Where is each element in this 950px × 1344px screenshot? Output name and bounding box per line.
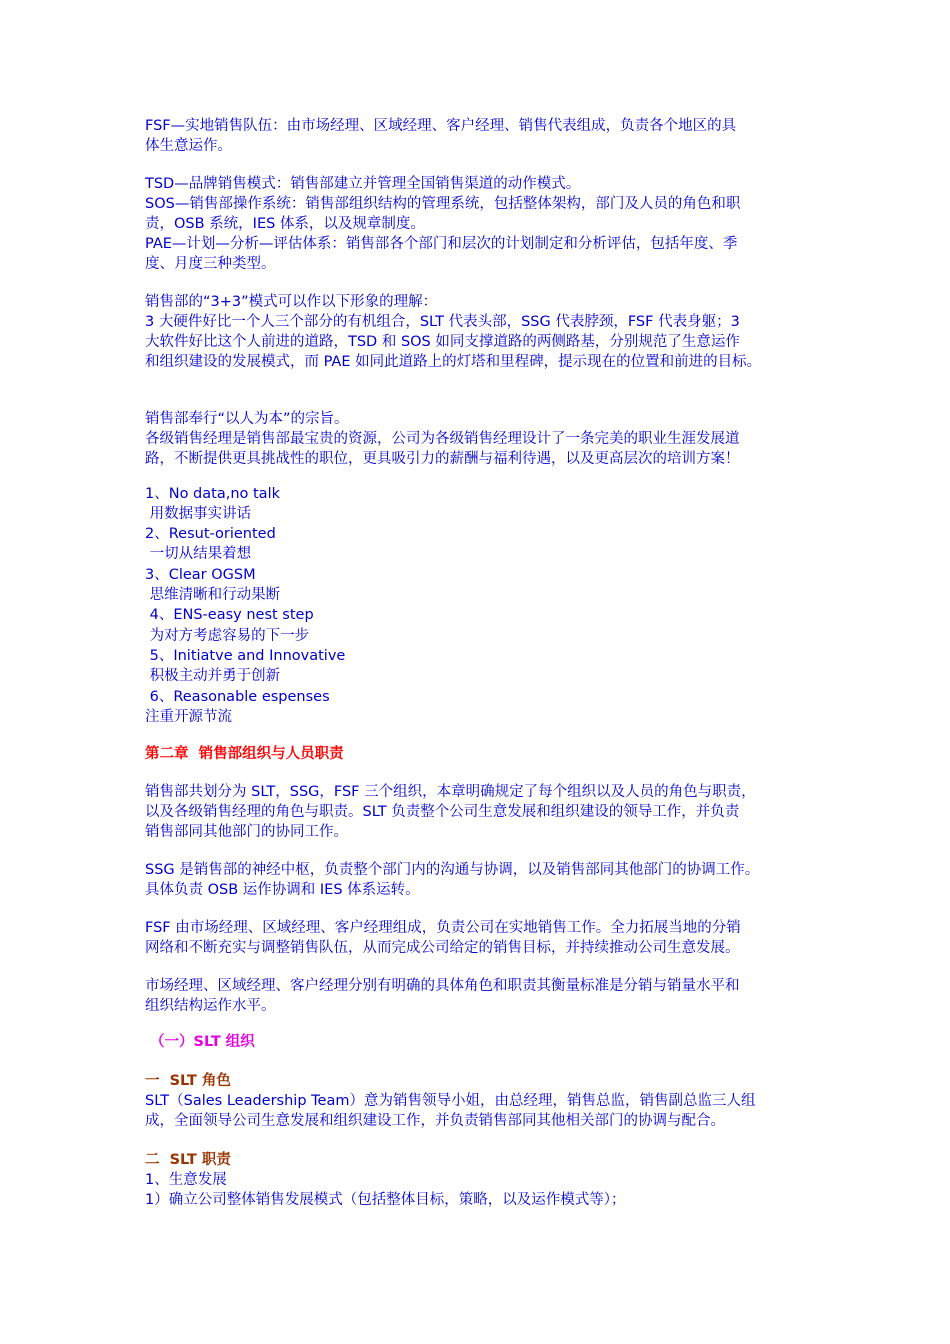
text-line: 和组织建设的发展模式，而 PAE 如同此道路上的灯塔和里程碑，提示现在的位置和前进的目标。 bbox=[145, 354, 762, 370]
list-item: 3、Clear OGSM bbox=[145, 567, 256, 583]
list-item-desc: 思维清晰和行动果断 bbox=[145, 587, 281, 603]
text-line: 各级销售经理是销售部最宝贵的资源，公司为各级销售经理设计了一条完美的职业生涯发展道 bbox=[145, 431, 740, 447]
text-line: 大软件好比这个人前进的道路，TSD 和 SOS 如同支撑道路的两侧路基，分别规范了生意运作 bbox=[145, 334, 740, 350]
text-line: 销售部的“3+3”模式可以作以下形象的理解： bbox=[145, 294, 438, 310]
text-line: 体生意运作。 bbox=[145, 138, 232, 154]
text-line: 销售部共划分为 SLT，SSG，FSF 三个组织，本章明确规定了每个组织以及人员的角色与职责， bbox=[145, 784, 756, 800]
subsection-heading: 二 SLT 职责 bbox=[145, 1152, 231, 1168]
text-line: 销售部奉行“以人为本”的宗旨。 bbox=[145, 411, 349, 427]
text-line: TSD—品牌销售模式：销售部建立并管理全国销售渠道的动作模式。 bbox=[145, 176, 581, 192]
list-item-desc: 用数据事实讲话 bbox=[145, 506, 252, 522]
text-line: 具体负责 OSB 运作协调和 IES 体系运转。 bbox=[145, 882, 420, 898]
text-line: 责，OSB 系统，IES 体系，以及规章制度。 bbox=[145, 216, 425, 232]
text-line: FSF—实地销售队伍：由市场经理、区域经理、客户经理、销售代表组成，负责各个地区的具 bbox=[145, 118, 737, 134]
text-line: 市场经理、区域经理、客户经理分别有明确的具体角色和职责其衡量标准是分销与销量水平和 bbox=[145, 978, 740, 994]
list-item: 6、Reasonable espenses bbox=[145, 689, 330, 705]
text-line: 1）确立公司整体销售发展模式（包括整体目标，策略，以及运作模式等）； bbox=[145, 1192, 626, 1208]
text-line: 网络和不断充实与调整销售队伍，从而完成公司给定的销售目标，并持续推动公司生意发展。 bbox=[145, 940, 740, 956]
text-line: 1、生意发展 bbox=[145, 1172, 227, 1188]
list-item: 1、No data,no talk bbox=[145, 486, 280, 502]
text-line: 组织结构运作水平。 bbox=[145, 998, 276, 1014]
list-item-desc: 积极主动并勇于创新 bbox=[145, 668, 281, 684]
text-line: SSG 是销售部的神经中枢，负责整个部门内的沟通与协调，以及销售部同其他部门的协调工作。 bbox=[145, 862, 760, 878]
text-line: PAE—计划—分析—评估体系：销售部各个部门和层次的计划制定和分析评估，包括年度、季 bbox=[145, 236, 738, 252]
list-item: 2、Resut-oriented bbox=[145, 526, 276, 542]
text-line: SLT（Sales Leadership Team）意为销售领导小姐，由总经理，销售总监，销售副总监三人组 bbox=[145, 1093, 756, 1109]
text-line: 销售部同其他部门的协同工作。 bbox=[145, 824, 348, 840]
list-item-desc: 注重开源节流 bbox=[145, 709, 232, 725]
text-line: 成，全面领导公司生意发展和组织建设工作，并负责销售部同其他相关部门的协调与配合。 bbox=[145, 1113, 725, 1129]
subsection-heading: 一 SLT 角色 bbox=[145, 1073, 231, 1089]
text-line: FSF 由市场经理、区域经理、客户经理组成，负责公司在实地销售工作。全力拓展当地的分销 bbox=[145, 920, 741, 936]
text-line: SOS—销售部操作系统：销售部组织结构的管理系统，包括整体架构，部门及人员的角色和职 bbox=[145, 196, 741, 212]
chapter-heading: 第二章 销售部组织与人员职责 bbox=[145, 746, 344, 762]
text-line: 3 大硬件好比一个人三个部分的有机组合，SLT 代表头部，SSG 代表脖颈，FSF 代表身躯；3 bbox=[145, 314, 740, 330]
text-line: 路，不断提供更具挑战性的职位，更具吸引力的薪酬与福利待遇，以及更高层次的培训方案！ bbox=[145, 451, 740, 467]
text-line: 以及各级销售经理的角色与职责。SLT 负责整个公司生意发展和组织建设的领导工作，并负责 bbox=[145, 804, 740, 820]
list-item: 5、Initiatve and Innovative bbox=[145, 648, 346, 664]
list-item-desc: 一切从结果着想 bbox=[145, 546, 252, 562]
section-heading: （一）SLT 组织 bbox=[145, 1034, 255, 1050]
list-item: 4、ENS-easy nest step bbox=[145, 607, 314, 623]
list-item-desc: 为对方考虑容易的下一步 bbox=[145, 628, 310, 644]
text-line: 度、月度三种类型。 bbox=[145, 256, 276, 272]
